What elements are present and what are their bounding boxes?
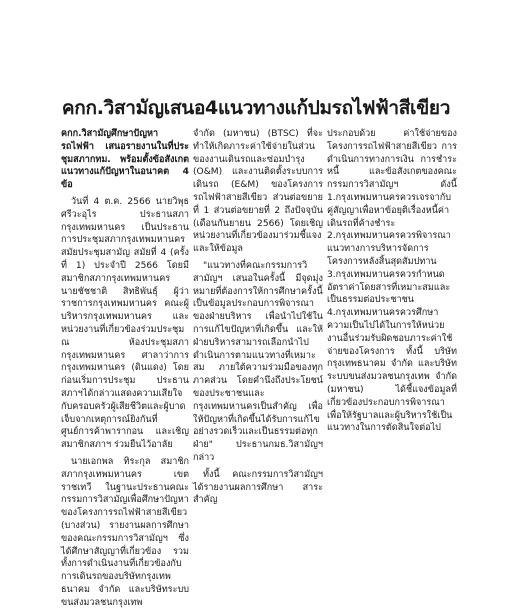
article-headline: คกก.วิสามัญเสนอ4แนวทางแก้ปมรถไฟฟ้าสีเขียว xyxy=(61,97,451,119)
article-column-2 xyxy=(193,128,323,504)
article-paragraph: นายเอกพล ทิระกุล สมาชิกสภากรุงเทพมหานคร เขตราชเทวี ในฐานะประธานคณะกรรมการวิสามัญเพื่อศึกษาปัญหาของโครงการรถไฟฟ้าสายสีเขียว (บางส่วน) รายงานผลการศึกษาของคณะกรรมการวิสามัญฯ ซึ่งได้ศึกษาสัญญาที่เกี่ยวข้อง รวมทั้งการดำเนินงานที่เกี่ยวข้องกับการเดินรถของบริษัทกรุงเทพธนาคม จำกัด และบริษัทระบบขนส่งมวลชนกรุงเทพ xyxy=(61,456,189,608)
article-column-1 xyxy=(61,128,189,608)
article-paragraph: วันที่ 4 ต.ค. 2566 นายวิพุธ ศรีวะอุไร ประธานสภากรุงเทพมหานคร เป็นประธานการประชุมสภากรุงเทพมหานคร สมัยประชุมสามัญ สมัยที่ 4 (ครั้งที่ 1) ประจำปี 2566 โดยมี สมาชิกสภากรุงเทพมหานคร นายชัชชาติ สิทธิพันธุ์ ผู้ว่าราชการกรุงเทพมหานคร คณะผู้บริหารกรุงเทพมหานคร และหน่วยงานที่เกี่ยวข้องร่วมประชุม ณ ห้องประชุมสภากรุงเทพมหานคร ศาลาว่าการกรุงเทพมหานคร (ดินแดง) โดยก่อนเริ่มการประชุม ประธานสภาฯได้กล่าวแสดงความเสียใจกับครอบครัวผู้เสียชีวิตและผู้บาดเจ็บจากเหตุการณ์ยิงกันที่ศูนย์การค้าพารากอน และเชิญสมาชิกสภาฯ ร่วมยืนไว้อาลัย xyxy=(61,196,189,451)
article-paragraph: ประกอบด้วย ค่าใช้จ่ายของโครงการรถไฟฟ้าสายสีเขียว การดำเนินการทางการเงิน การชำระหนี้ และข้อสังเกตของคณะกรรมการวิสามัญฯ ดังนี้ 1.กรุงเทพมหานครควรเจรจากับคู่สัญญาเพื่อหาข้อยุติเรื่องหนี้ค่าเดินรถที่ค้างชำระ 2.กรุงเทพมหานครควรพิจารณาแนวทางการบริหารจัดการโครงการหลังสิ้นสุดสัมปทาน 3.กรุงเทพมหานครควรกำหนดอัตราค่าโดยสารที่เหมาะสมและเป็นธรรมต่อประชาชน 4.กรุงเทพมหานครควรศึกษาความเป็นไปได้ในการให้หน่วยงานอื่นร่วมรับผิดชอบภาระค่าใช้จ่ายของโครงการ ทั้งนี้ บริษัทกรุงเทพธนาคม จำกัด และบริษัทระบบขนส่งมวลชนกรุงเทพ จำกัด (มหาชน) ได้ชี้แจงข้อมูลที่เกี่ยวข้องประกอบการพิจารณา เพื่อให้รัฐบาลและผู้บริหารใช้เป็นแนวทางในการตัดสินใจต่อไป xyxy=(327,129,457,434)
article-paragraph: ทั้งนี้ คณะกรรมการวิสามัญฯ ได้รายงานผลการศึกษา สาระสำคัญ xyxy=(193,469,323,506)
article-column-3 xyxy=(327,128,457,504)
article-paragraph: "แนวทางที่คณะกรรมการวิสามัญฯ เสนอในครั้งนี้ มีจุดมุ่งหมายที่ต้องการให้การศึกษาครั้งนี้เป็นข้อมูลประกอบการพิจารณาของฝ่ายบริหาร เพื่อนำไปใช้ในการแก้ไขปัญหาที่เกิดขึ้น และให้ฝ่ายบริหารสามารถเลือกนำไปดำเนินการตามแนวทางที่เหมาะสม ภายใต้ความร่วมมือของทุกภาคส่วน โดยคำนึงถึงประโยชน์ของประชาชนและกรุงเทพมหานครเป็นสำคัญ เพื่อให้ปัญหาที่เกิดขึ้นได้รับการแก้ไขอย่างรวดเร็วและเป็นธรรมต่อทุกฝ่าย" ประธานกมธ.วิสามัญฯ กล่าว xyxy=(193,260,323,463)
article-lead: คกก.วิสามัญศึกษาปัญหารถไฟฟ้า เสนอรายงานในที่ประชุมสภากทม. พร้อมตั้งข้อสังเกตแนวทางแก้ปัญหาในอนาคต 4 ข้อ xyxy=(61,129,189,191)
article-paragraph: จำกัด (มหาชน) (BTSC) ที่จะทำให้เกิดภาระค่าใช้จ่ายในส่วนของงานเดินรถและซ่อมบำรุง (O&M) และงานติดตั้งระบบการเดินรถ (E&M) ของโครงการรถไฟฟ้าสายสีเขียว ส่วนต่อขยายที่ 1 ส่วนต่อขยายที่ 2 ถึงปัจจุบัน (เดือนกันยายน 2566) โดยเชิญหน่วยงานที่เกี่ยวข้องมาร่วมชี้แจงและให้ข้อมูล xyxy=(193,129,323,255)
